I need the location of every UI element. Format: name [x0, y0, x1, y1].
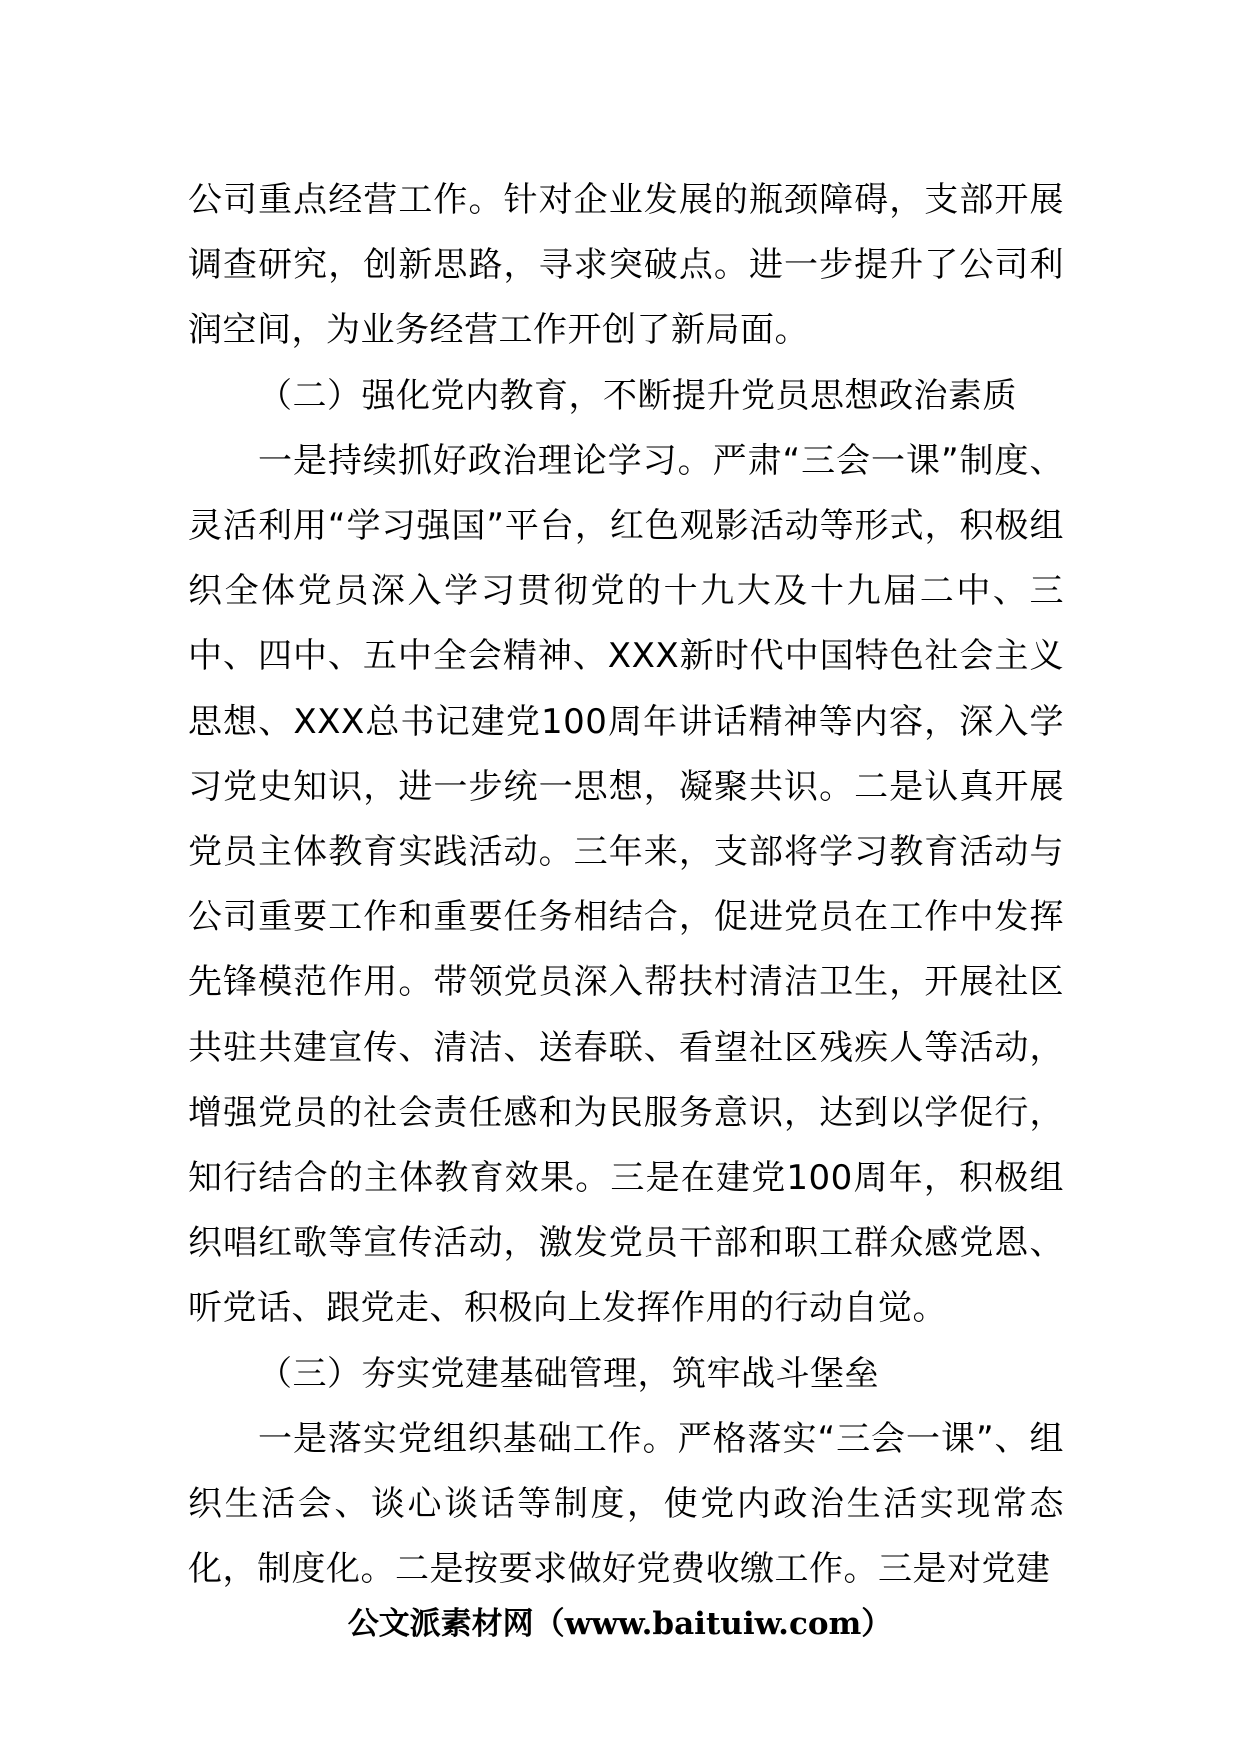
paragraph-education: 一是持续抓好政治理论学习。严肃“三会一课”制度、灵活利用“学习强国”平台，红色观影活动等形式，积极组织全体党员深入学习贯彻党的十九大及十九届二中、三中、四中、五中全会精神、XXX新时代中国特色社会主义思想、XXX总书记建党100周年讲话精神等内容，深入学习党史知识，进一步统一思想，凝聚共识。二是认真开展党员主体教育实践活动。三年来，支部将学习教育活动与公司重要工作和重要任务相结合，促进党员在工作中发挥先锋模范作用。带领党员深入帮扶村清洁卫生，开展社区共驻共建宣传、清洁、送春联、看望社区残疾人等活动，增强党员的社会责任感和为民服务意识，达到以学促行，知行结合的主体教育效果。三是在建党100周年，积极组织唱红歌等宣传活动，激发党员干部和职工群众感党恩、听党话、跟党走、积极向上发挥作用的行动自觉。: [188, 440, 1064, 1329]
section-heading-3: （三）夯实党建基础管理，筑牢战斗堡垒: [258, 1353, 879, 1394]
document-body: [188, 168, 1064, 1602]
section-heading-2: （二）强化党内教育，不断提升党员思想政治素质: [258, 375, 1017, 416]
paragraph-continuation: 公司重点经营工作。针对企业发展的瓶颈障碍，支部开展调查研究，创新思路，寻求突破点。进一步提升了公司利润空间，为业务经营工作开创了新局面。: [188, 180, 1064, 351]
paragraph-foundation: 一是落实党组织基础工作。严格落实“三会一课”、组织生活会、谈心谈话等制度，使党内政治生活实现常态化，制度化。二是按要求做好党费收缴工作。三是对党建: [188, 1418, 1064, 1590]
footer-watermark: 公文派素材网（www.baituiw.com）: [347, 1606, 893, 1642]
